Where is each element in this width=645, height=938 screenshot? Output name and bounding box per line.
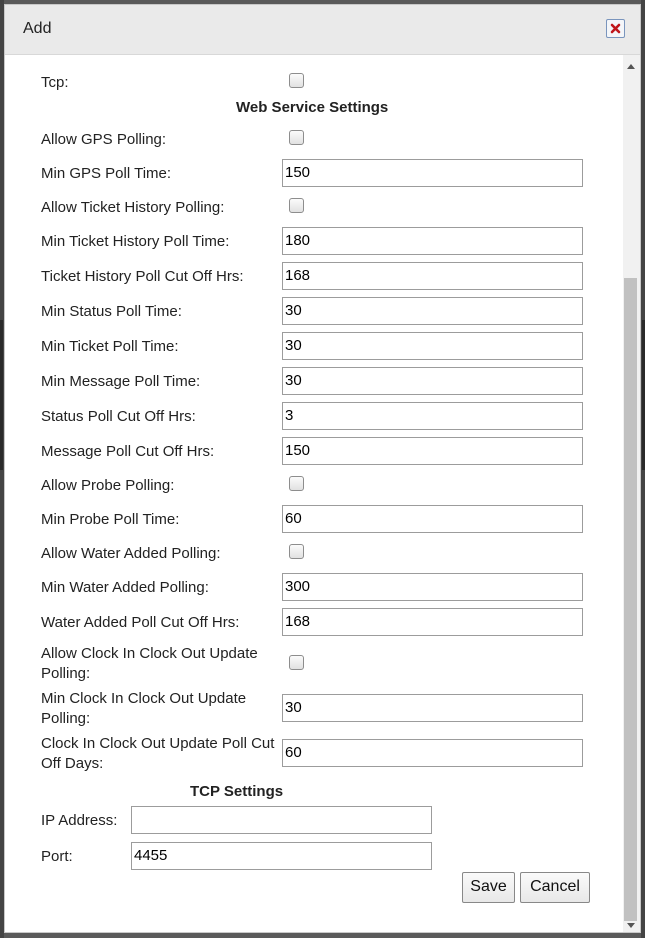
min-water-added-polling-input[interactable]: 300 [282,573,583,601]
min-ticket-history-poll-time-label: Min Ticket History Poll Time: [41,233,230,250]
allow-probe-polling-label: Allow Probe Polling: [41,477,175,494]
dialog-title: Add [23,20,52,37]
min-status-poll-time-input[interactable]: 30 [282,297,583,325]
dialog-scrollbar[interactable] [623,55,640,932]
tcp-settings-heading: TCP Settings [190,783,284,800]
min-probe-poll-time-label: Min Probe Poll Time: [41,511,180,528]
allow-probe-polling-checkbox[interactable] [289,476,304,491]
port-input[interactable]: 4455 [131,842,432,870]
status-poll-cutoff-input[interactable]: 3 [282,402,583,430]
min-status-poll-time-label: Min Status Poll Time: [41,303,182,320]
min-probe-poll-time-input[interactable]: 60 [282,505,583,533]
ip-address-label: IP Address: [41,812,118,829]
water-added-cutoff-label: Water Added Poll Cut Off Hrs: [41,614,240,631]
save-button[interactable]: Save [462,872,515,903]
allow-clock-polling-checkbox[interactable] [289,655,304,670]
status-poll-cutoff-label: Status Poll Cut Off Hrs: [41,408,196,425]
min-water-added-polling-label: Min Water Added Polling: [41,579,209,596]
ticket-history-cutoff-label: Ticket History Poll Cut Off Hrs: [41,268,244,285]
min-clock-polling-input[interactable]: 30 [282,694,583,722]
tcp-checkbox[interactable] [289,73,304,88]
web-service-heading: Web Service Settings [236,99,389,116]
allow-ticket-history-polling-checkbox[interactable] [289,198,304,213]
close-icon [610,23,621,34]
min-gps-poll-time-label: Min GPS Poll Time: [41,165,172,182]
clock-cutoff-days-input[interactable]: 60 [282,739,583,767]
close-button[interactable] [606,19,625,38]
allow-water-added-polling-checkbox[interactable] [289,544,304,559]
clock-cutoff-days-label: Clock In Clock Out Update Poll Cut Off Days: [41,735,275,772]
add-dialog [4,4,641,933]
min-ticket-poll-time-label: Min Ticket Poll Time: [41,338,179,355]
min-ticket-history-poll-time-input[interactable]: 180 [282,227,583,255]
scrollbar-thumb[interactable] [624,278,637,921]
message-poll-cutoff-input[interactable]: 150 [282,437,583,465]
dialog-content [5,55,619,930]
min-gps-poll-time-input[interactable]: 150 [282,159,583,187]
tcp-label: Tcp: [41,74,69,91]
allow-water-added-polling-label: Allow Water Added Polling: [41,545,221,562]
min-ticket-poll-time-input[interactable]: 30 [282,332,583,360]
min-message-poll-time-input[interactable]: 30 [282,367,583,395]
min-message-poll-time-label: Min Message Poll Time: [41,373,201,390]
allow-gps-polling-checkbox[interactable] [289,130,304,145]
scroll-down-arrow-icon[interactable] [627,923,635,928]
port-label: Port: [41,848,73,865]
ticket-history-cutoff-input[interactable]: 168 [282,262,583,290]
water-added-cutoff-input[interactable]: 168 [282,608,583,636]
allow-ticket-history-polling-label: Allow Ticket History Polling: [41,199,225,216]
dialog-titlebar [5,5,640,55]
ip-address-input[interactable] [131,806,432,834]
min-clock-polling-label: Min Clock In Clock Out Update Polling: [41,690,247,727]
background-edge-mark [0,320,3,470]
scroll-up-arrow-icon[interactable] [627,64,635,69]
cancel-button[interactable]: Cancel [520,872,590,903]
allow-gps-polling-label: Allow GPS Polling: [41,131,167,148]
allow-clock-polling-label: Allow Clock In Clock Out Update Polling: [41,645,258,682]
message-poll-cutoff-label: Message Poll Cut Off Hrs: [41,443,215,460]
